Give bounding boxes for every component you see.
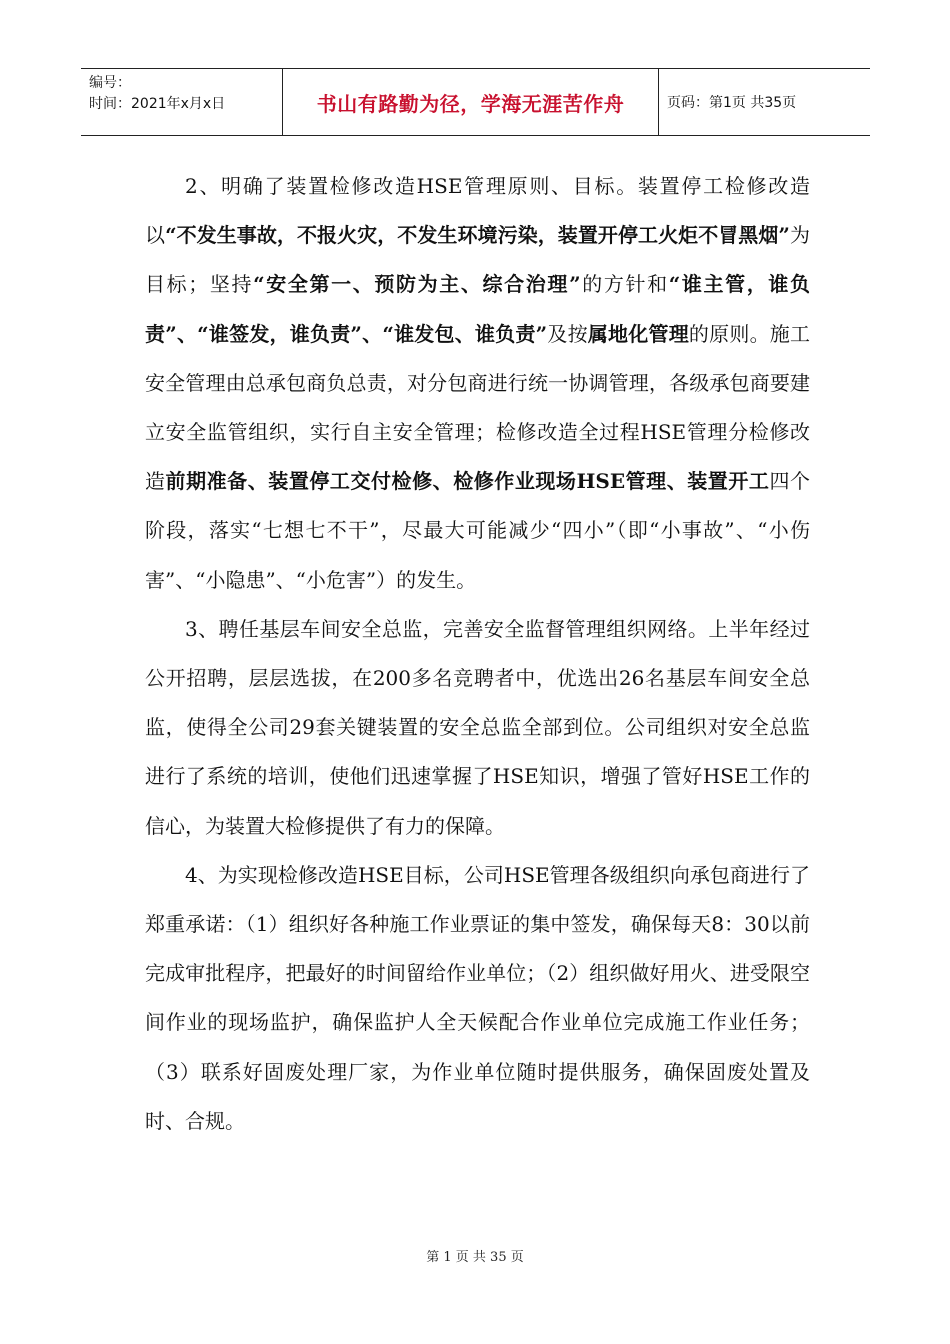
emphasis-text: “谁主管，谁负责”、“谁签发，谁负责”、“谁发包、谁负责” — [145, 272, 810, 346]
emphasis-text: “安全第一、预防为主、综合治理” — [253, 272, 581, 297]
emphasis-text: 属地化管理 — [587, 321, 689, 346]
document-body — [145, 162, 810, 1146]
document-number: 编号： — [89, 75, 131, 91]
page-header — [81, 68, 870, 136]
body-text: 的原则。施工安全管理由总承包商负总责，对分包商进行统一协调管理，各级承包商要建立安全监管组织，实行自主安全管理；检修改造全过程HSE管理分检修改造 — [145, 321, 811, 494]
body-text: 4、为实现检修改造HSE目标，公司HSE管理各级组织向承包商进行了郑重承诺：（1）组织好各种施工作业票证的集中签发，确保每天8：30以前完成审批程序，把最好的时间留给作业单位；（2）组织做好用火、进受限空间作业的现场监护，确保监护人全天候配合作业单位完成施工作业任务；（3）联系好固废处理厂家，为作业单位随时提供服务，确保固废处置及时、合规。 — [145, 862, 810, 1133]
body-text: 为目标；坚持 — [145, 223, 810, 297]
body-text: 及按 — [547, 321, 588, 346]
header-page-info: 页码：第1页 共35页 — [667, 95, 797, 111]
body-text: 的方针和 — [580, 272, 669, 297]
page-footer: 第 1 页 共 35 页 — [426, 1250, 524, 1265]
body-text: 3、聘任基层车间安全总监，完善安全监督管理组织网络。上半年经过公开招聘，层层选拔，在200多名竞聘者中，优选出26名基层车间安全总监，使得全公司29套关键装置的安全总监全部到位。公司组织对安全总监进行了系统的培训，使他们迅速掌握了HSE知识，增强了管好HSE工作的信心，为装置大检修提供了有力的保障。 — [145, 616, 810, 838]
header-motto: 书山有路勤为径，学海无涯苦作舟 — [283, 69, 659, 135]
document-time: 时间：2021年x月x日 — [89, 96, 226, 112]
paragraph — [145, 605, 810, 851]
header-meta — [81, 69, 283, 135]
body-text: 2、明确了装置检修改造HSE管理原则、目标。装置停工检修改造以 — [145, 174, 810, 248]
paragraph — [145, 851, 810, 1146]
body-text: 四个阶段，落实“七想七不干”，尽最大可能减少“四小”（即“小事故”、“小伤害”、“小隐患”、“小危害”）的发生。 — [145, 469, 810, 592]
emphasis-text: 前期准备、装置停工交付检修、检修作业现场HSE管理、装置开工 — [165, 469, 770, 494]
paragraph — [145, 162, 810, 605]
emphasis-text: “不发生事故，不报火灾，不发生环境污染，装置开停工火炬不冒黑烟” — [165, 223, 790, 248]
